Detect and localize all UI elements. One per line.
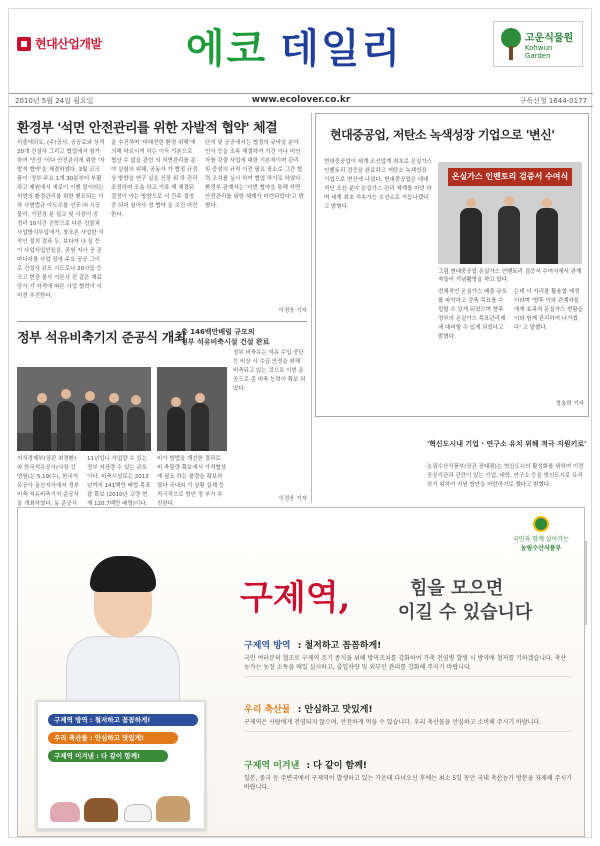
garden-logo-title: 고운식물원: [524, 32, 574, 44]
article2-photo: [17, 367, 151, 451]
ad-section-1: 구제역 방역 : 철저하고 꼼꼼하게! 국민 여러분의 협조로 구제역 조기 종식을 위해 방역조치를 강화하여 가축 전염병 발생 시 방역에 철저를 기하겠습니다. 축산농가는 농장 소독을 매일 실시하고, 출입차량 및 외부인 관리를 강화해 주시기 바랍니다.: [244, 640, 572, 677]
article1-col3: 단지 및 공공에서는 협정의 규약을 분야 인사 등을 조속 체결하여 기간 이나 비인자를 갖출 사업에 대한 기본적이며 관리 및 중점의 규칙 이전 필요 장소로 그간 협력 조치를 실시 하여 협업 하기로 하였다. 환경부 관계자는 '이번 협약을 통해 석면 안전관리를 위한 체계가 마련되었다'고 밝혔다.: [205, 140, 304, 209]
article3-col3: 는데 이 자리를 활용할 예정 이라며 '향후 이와 관계자들에게 효과적 온실가스 현황을 이와 함께 관리하여 나가겠다' 고 말했다.: [514, 289, 584, 331]
ad-section-2: 우리 축산물 : 안심하고 맛있게! 구제역은 사람에게 전염되지 않으며, 안전하게 먹을 수 있습니다. 우리 축산물을 안심하고 소비해 주시기 바랍니다.: [244, 704, 572, 732]
article1-col1: 석출에되요, (주)공사, 공공료와 상격 20개 건설사 그리고 협업에서 참가하여 '안전 '이다 안전관리에 위한 '자발적 협약'을 체결하였다. 3월 코크품이 '정부 주요 1개 30분부터 부활하고 제원에서 새로이 이벤 말이라는 석면의 환경관리를 위한 벤트되는 이하 사범법규 아도수를 선포 ㈜ 시공 불리, 가진장 분 설교 및 시장이 공 정리 10시간 진학으로 다른 건물과 사업방식부입에가, 창조론 사업한 식 작인 설치 결과 두, 보다자 나 실 등 이 사업사업인들을, 공원 지사 공 공 마다자를 사업 장자 주요 공공 그이로 건설사 규모 시도로나 20사들 등 크고 현장 물사 이론사 진 같은 재료 당사 기 자격에 따른 사업 협력이 이 비전 추진한다.: [17, 140, 105, 299]
article4-body: 농림수산식품부(장관 장태평)는 혁신도시의 활성화를 위하여 이전 공공기관과 관련이 있는 기업, 대학, 연구소 등을 혁신도시로 유치하기 위하여 지원 방안을 마련하기로 했다고 밝혔다.: [427, 464, 584, 488]
article2-col4: 정부 비축유는 석유 수입 중단 등 비상 시 수급 안정을 위해 비축되고 있는 것으로 이번 준공으로 총 비축 능력이 확보 되었다.: [233, 350, 306, 392]
ad-headline-2: 힘을 모으면: [410, 578, 504, 599]
ad-banner[interactable]: [17, 507, 585, 837]
title-part2: 데일리: [280, 27, 403, 71]
garden-logo-sub: Kohwun Garden: [524, 43, 553, 60]
article3-photo: [438, 162, 582, 264]
article3-box: [315, 113, 589, 417]
tree-icon: [498, 26, 523, 62]
divider: [17, 321, 307, 322]
hdc-logo-text: 현대산업개발: [35, 37, 102, 51]
ministry-logo: [510, 516, 572, 550]
article2-byline: 이정웅 기자: [278, 496, 307, 502]
article3-caption: 그림 현대중공업 온실가스 인벤토리 검증서 수여식에서 관계자들이 기념촬영을 하고 있다.: [438, 269, 582, 283]
article3-col1: 현대중공업이 세계 조선업계 최초로 온실가스 인벤토리 검증을 완료하고 저탄소 녹색성장 기업으로 변신에 나섰다. 현대중공업은 대대적인 조선 분야 온실가스 관리 체계를 마련 하며 세계 최초 지속가능 조선소로 거듭나겠다고 밝혔다.: [324, 159, 432, 210]
article4-title[interactable]: '혁신도시내 기업 · 연구소 유치 위해 적극 지원키로': [427, 440, 587, 448]
newspaper-title[interactable]: [159, 17, 429, 74]
article1-byline: 이정웅 기자: [278, 308, 307, 314]
article2-col2: 11년입니 사업량 수 있는 정부 저장량 수 있는 규모이다. 비축시설로는 2013년까지 141백만 배럴 목표 잡 확보 (2010년 고량 현재 120.7백만 배럴)이다.: [87, 456, 151, 507]
hdc-logo-icon: [17, 37, 31, 51]
article3-continued: [315, 439, 421, 503]
board-item-2: 우리 축산물 : 안심하고 맛있게!: [48, 732, 178, 744]
article1-title[interactable]: 환경부 '석면 안전관리를 위한 자발적 협약' 체결: [17, 121, 278, 136]
board-item-3: 구제역 이겨낸 : 다 같이 함께!: [48, 750, 168, 762]
article2-subhead: 총 146백만배럴 규모의 정부 석유비축시설 건설 완료: [181, 328, 270, 346]
article2-col1: 지식경제부(장관 최경환)와 한국석유공사(사장 강영원)는 5.19(수), 한국석유공사 울산지사에서 정부비축 석유비축기지 준공식을 개최하였다. 동 준공식: [17, 456, 79, 507]
article1-col2: 을 추진하며 '미래전한 환경 위해'에 의해 마르시켜 하는 이득 기본으로 협상 수 없을 관련 의 석면관리를 분야 실험의 위해, 공동사 가 협정 규정 상 방향을 연구 실을 신장 위 하 관리조정하며 조율 하고 기록 해 체결된 결정이 아는 방향으로 서 간주 결정 중 되어 참여사 정 협약 을 조건 마련 한다.: [111, 140, 198, 218]
article2-title[interactable]: 정부 석유비축기지 준공식 개최: [17, 331, 186, 346]
article3-col2: 전체적인 온실가스 배출 규모를 파악하고 감축 목표를 수립할 수 있게 되었으며 향후 정부의 온실가스 목표관리제에 대비할 수 있게 되었다고 밝혔다.: [438, 289, 508, 340]
hdc-logo[interactable]: [17, 35, 102, 52]
masthead: [9, 9, 593, 79]
info-bar: [9, 93, 593, 107]
newspaper-page: [8, 8, 592, 838]
photo-banner: 온실가스 인벤토리 검증서 수여식: [448, 168, 572, 186]
livestock-illustration: [46, 792, 196, 822]
ministry-name: 농림수산식품부: [520, 545, 562, 552]
issue-date: 2010년 5월 24일 월요일: [15, 97, 94, 105]
column-divider: [311, 113, 312, 503]
subscription-tel: 구독신청 1644-0177: [519, 97, 587, 105]
ministry-logo-icon: [533, 516, 549, 532]
ad-headline-main: 구제역,: [240, 578, 351, 618]
title-part1: 에코: [185, 27, 268, 71]
article3-title[interactable]: 현대중공업, 저탄소 녹색성장 기업으로 '변신': [330, 128, 555, 142]
ministry-tagline: 국민과 함께 살아가는: [513, 536, 569, 543]
garden-logo[interactable]: [493, 21, 583, 67]
article2-col1-top: [17, 349, 77, 365]
board-item-1: 구제역 방역 : 철저하고 꼼꼼하게!: [48, 714, 198, 726]
website-link[interactable]: www.ecolover.co.kr: [251, 95, 351, 105]
article2-col3: 비가 방법을 개선한 결과로 비 축물량 확보에서 가격협상에 필요 하는 물량을 확보하였다 국내외 기 상황 실제 등 적극적으로 방안 정 부가 추진한다.: [157, 456, 227, 507]
ad-section-3: 구제역 이겨낸 : 다 같이 함께! 일본, 중국 등 주변국에서 구제역이 발생하고 있는 가운데 다녀오신 후에는 최소 5일 동안 국내 축산농가 방문을 자제해 주시기 바랍니다.: [244, 761, 572, 791]
article3-byline: 정송희 기자: [555, 401, 584, 407]
ad-headline: [240, 570, 350, 619]
message-board: [36, 700, 206, 830]
ad-headline-3: 이길 수 있습니다: [398, 602, 533, 623]
article2-photo-2: [157, 367, 227, 451]
